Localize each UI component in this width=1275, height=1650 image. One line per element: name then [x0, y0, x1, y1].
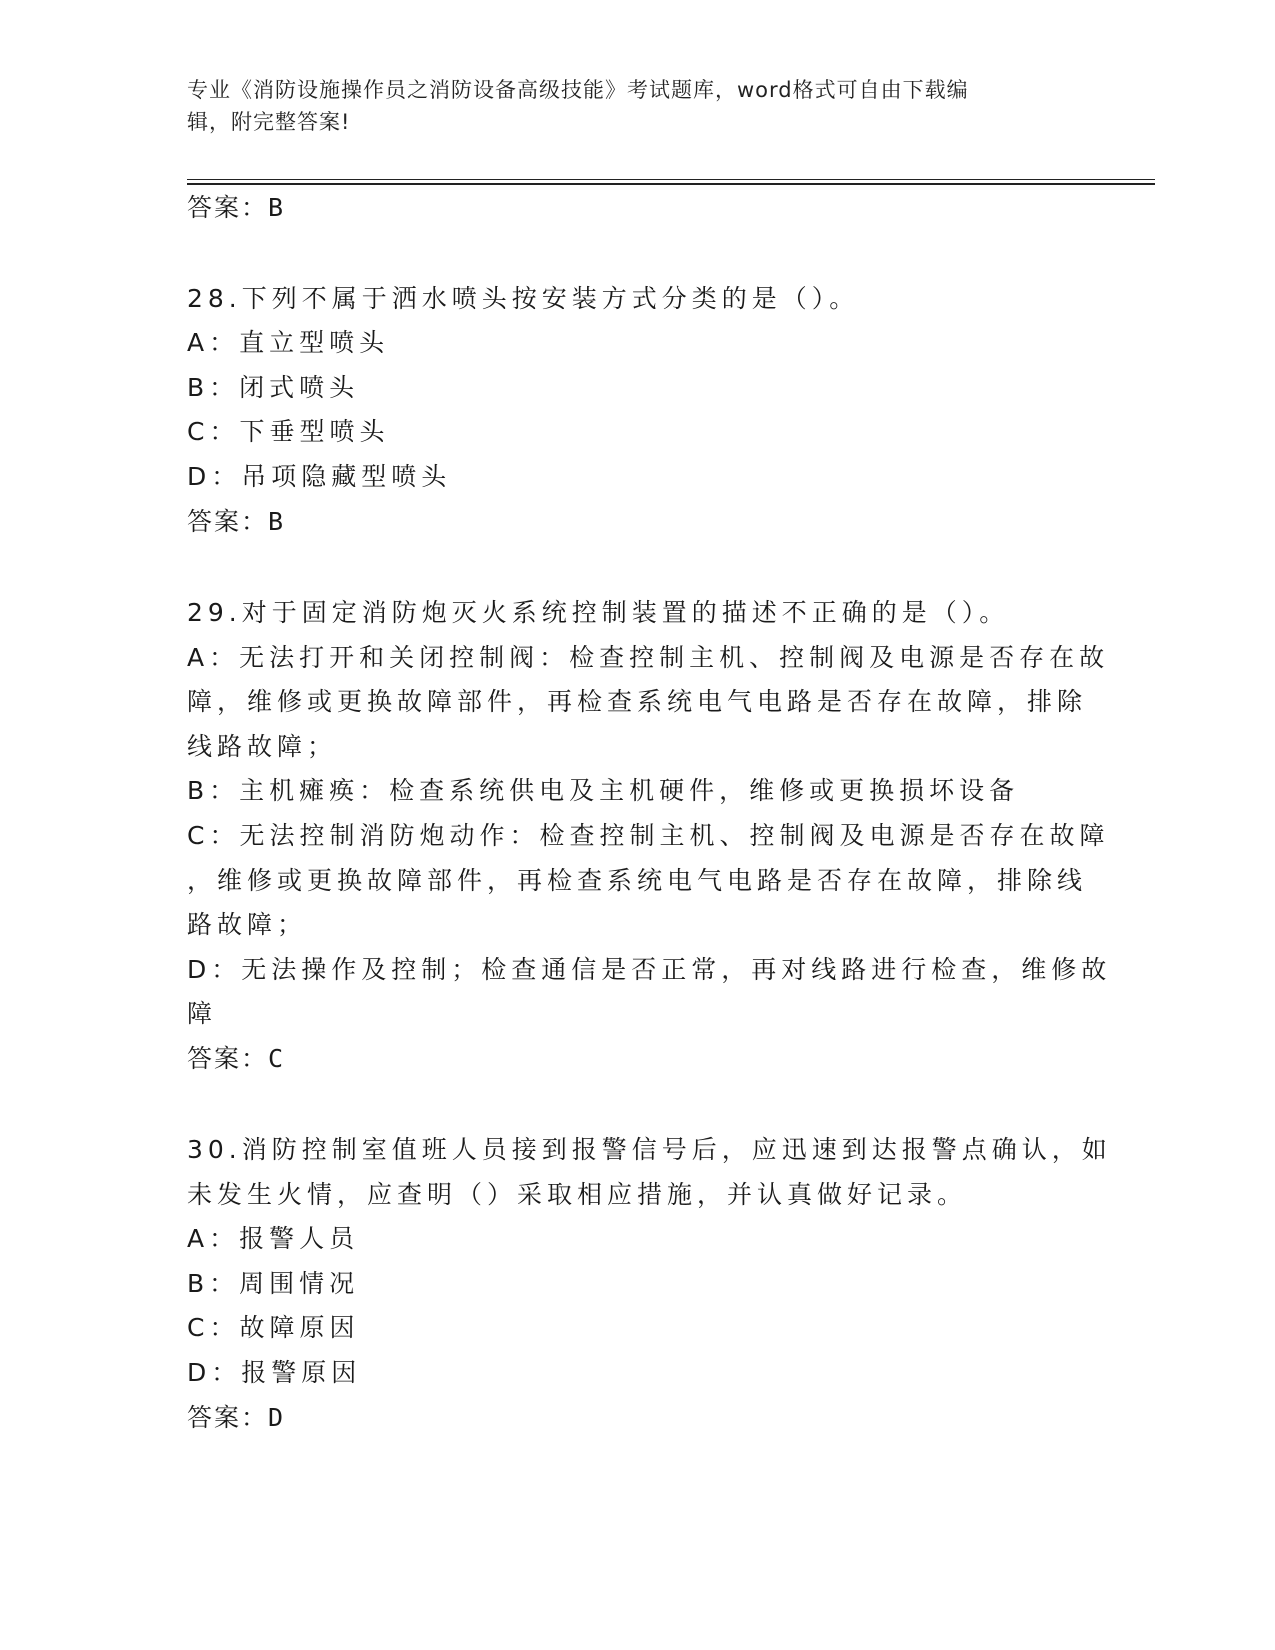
- answer-value: D: [268, 1403, 284, 1432]
- answer-line: [187, 506, 283, 538]
- option-b: B：周围情况: [187, 1269, 360, 1298]
- answer-line: [187, 1402, 283, 1434]
- option-b: B：主机瘫痪：检查系统供电及主机硬件，维修或更换损坏设备: [187, 776, 1020, 805]
- document-header: [187, 74, 1087, 138]
- header-line-2: 辑，附完整答案!: [187, 110, 351, 134]
- answer-value: C: [268, 1044, 284, 1073]
- option-a-cont: 线路故障；: [187, 732, 338, 761]
- option-d: D：报警原因: [187, 1358, 362, 1387]
- option-d-cont: 障: [187, 999, 218, 1028]
- answer-line: [187, 1043, 283, 1075]
- answer-label: 答案：: [187, 193, 269, 222]
- option-a: A：直立型喷头: [187, 328, 390, 357]
- question-stem-cont: 未发生火情，应查明（）采取相应措施，并认真做好记录。: [187, 1180, 968, 1209]
- question-stem: 28.下列不属于洒水喷头按安装方式分类的是（）。: [187, 284, 860, 313]
- answer-line: [187, 192, 283, 224]
- question-stem: 30.消防控制室值班人员接到报警信号后，应迅速到达报警点确认，如: [187, 1135, 1112, 1164]
- answer-label: 答案：: [187, 1044, 269, 1073]
- question-stem: 29.对于固定消防炮灭火系统控制装置的描述不正确的是（）。: [187, 598, 1010, 627]
- option-c: C：故障原因: [187, 1313, 360, 1342]
- answer-label: 答案：: [187, 507, 269, 536]
- option-c: C：下垂型喷头: [187, 417, 390, 446]
- option-d: D：无法操作及控制；检查通信是否正常，再对线路进行检查，维修故: [187, 955, 1112, 984]
- answer-value: B: [268, 193, 284, 222]
- option-c-cont: ，维修或更换故障部件，再检查系统电气电路是否存在故障，排除线: [187, 866, 1088, 895]
- option-a: A：无法打开和关闭控制阀：检查控制主机、控制阀及电源是否存在故: [187, 643, 1110, 672]
- option-a-cont: 障，维修或更换故障部件，再检查系统电气电路是否存在故障，排除: [187, 687, 1088, 716]
- header-divider-thick: [187, 183, 1155, 185]
- answer-value: B: [268, 507, 284, 536]
- option-b: B：闭式喷头: [187, 373, 360, 402]
- answer-label: 答案：: [187, 1403, 269, 1432]
- option-d: D：吊项隐藏型喷头: [187, 462, 452, 491]
- option-c-cont: 路故障；: [187, 910, 308, 939]
- header-divider-thin: [187, 179, 1155, 180]
- option-c: C：无法控制消防炮动作：检查控制主机、控制阀及电源是否存在故障: [187, 821, 1110, 850]
- header-line-1: 专业《消防设施操作员之消防设备高级技能》考试题库，word格式可自由下载编: [187, 78, 969, 102]
- option-a: A：报警人员: [187, 1224, 360, 1253]
